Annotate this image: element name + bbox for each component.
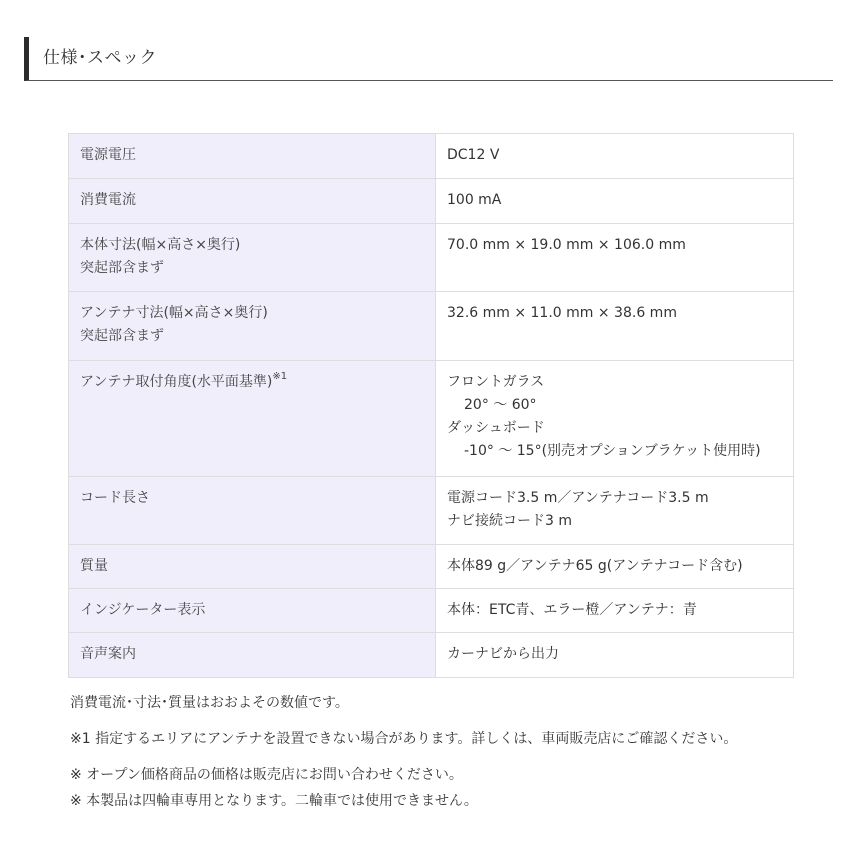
spec-value: 本体：ETC青、エラー橙／アンテナ：青 [447, 602, 697, 618]
spec-value: 70.0 mm × 19.0 mm × 106.0 mm [447, 237, 686, 253]
section-title: 仕様･スペック [43, 48, 157, 68]
spec-value: フロントガラス [447, 374, 545, 390]
spec-label: アンテナ寸法(幅×高さ×奥行) [80, 305, 268, 321]
spec-label: 音声案内 [80, 646, 136, 662]
spec-value: 20° ～ 60° [464, 397, 537, 413]
spec-value-cell [436, 361, 794, 477]
section-header [24, 37, 833, 81]
spec-value: ダッシュボード [447, 420, 545, 436]
note-approximate-values: 消費電流･寸法･質量はおおよその数値です。 [70, 695, 349, 711]
spec-label: 消費電流 [80, 192, 136, 208]
spec-value: 32.6 mm × 11.0 mm × 38.6 mm [447, 305, 677, 321]
spec-label: 質量 [80, 558, 108, 574]
spec-table [68, 133, 794, 678]
table-row [69, 589, 794, 633]
spec-value: ナビ接続コード3 m [447, 513, 572, 529]
spec-label: コード長さ [80, 490, 150, 506]
spec-value: 本体89 g／アンテナ65 g(アンテナコード含む) [447, 558, 743, 574]
spec-value: カーナビから出力 [447, 646, 559, 662]
spec-value-cell [436, 292, 794, 361]
spec-value-cell [436, 179, 794, 224]
spec-label-cell [69, 134, 436, 179]
spec-value-cell [436, 633, 794, 678]
table-row [69, 477, 794, 545]
table-row [69, 179, 794, 224]
footnote-mark: ※1 [272, 371, 288, 383]
spec-value-cell [436, 545, 794, 589]
spec-label: アンテナ取付角度(水平面基準)$^{※1}$ [80, 371, 288, 390]
spec-label-cell [69, 633, 436, 678]
spec-label-cell [69, 179, 436, 224]
spec-label-note: 突起部含まず [80, 328, 164, 344]
note-footnote-1: ※1 指定するエリアにアンテナを設置できない場合があります。詳しくは、車両販売店にご確認ください。 [70, 731, 738, 747]
spec-value-cell [436, 224, 794, 292]
spec-label: インジケーター表示 [80, 602, 206, 618]
spec-value: -10° ～ 15°(別売オプションブラケット使用時) [464, 443, 761, 459]
spec-label-note: 突起部含まず [80, 260, 164, 276]
spec-label-cell [69, 292, 436, 361]
spec-value: DC12 V [447, 147, 500, 163]
spec-label-cell [69, 361, 436, 477]
table-row [69, 224, 794, 292]
table-row [69, 633, 794, 678]
spec-value-cell [436, 589, 794, 633]
table-row [69, 545, 794, 589]
table-row [69, 134, 794, 179]
spec-value-cell [436, 134, 794, 179]
spec-label-cell [69, 477, 436, 545]
spec-label: 本体寸法(幅×高さ×奥行) [80, 237, 241, 253]
note-open-price: ※ オープン価格商品の価格は販売店にお問い合わせください。 [70, 767, 463, 783]
table-row [69, 292, 794, 361]
spec-value-cell [436, 477, 794, 545]
spec-value: 電源コード3.5 m／アンテナコード3.5 m [447, 490, 709, 506]
spec-label-cell [69, 224, 436, 292]
spec-label-cell [69, 589, 436, 633]
spec-label-cell [69, 545, 436, 589]
spec-value: 100 mA [447, 192, 502, 208]
note-four-wheel-only: ※ 本製品は四輪車専用となります。二輪車では使用できません。 [70, 793, 478, 809]
spec-label: 電源電圧 [80, 147, 136, 163]
table-row [69, 361, 794, 477]
